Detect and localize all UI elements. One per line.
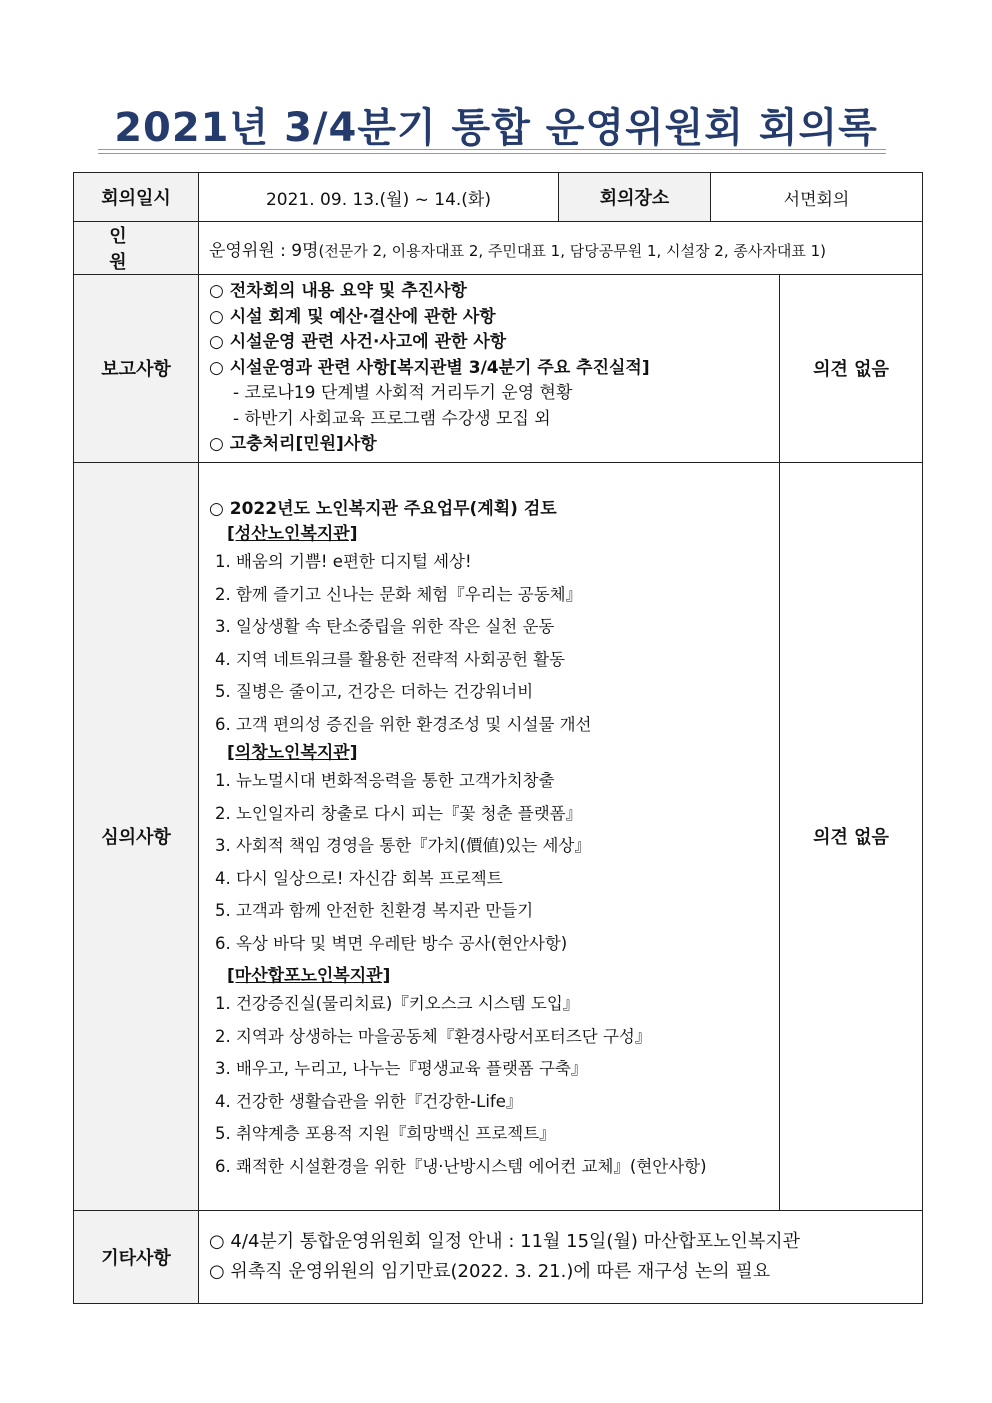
plan-item: 4. 건강한 생활습관을 위한『건강한-Life』	[215, 1091, 523, 1111]
attendees-value	[199, 222, 923, 275]
meeting-row	[74, 173, 923, 222]
other-item: ○ 위촉직 운영위원의 임기만료(2022. 3. 21.)에 따른 재구성 논의 필요	[209, 1260, 771, 1282]
date-label: 회의일시	[74, 173, 199, 222]
review-label: 심의사항	[74, 462, 199, 1210]
place-label: 회의장소	[559, 173, 711, 222]
plan-item: 5. 고객과 함께 안전한 친환경 복지관 만들기	[215, 901, 534, 921]
report-item: ○ 시설운영과 관련 사항[복지관별 3/4분기 주요 추진실적]	[209, 357, 650, 378]
plan-item: 2. 노인일자리 창출로 다시 피는『꽃 청춘 플랫폼』	[215, 803, 583, 823]
plan-item: 1. 뉴노멀시대 변화적응력을 통한 고객가치창출	[215, 771, 555, 791]
plan-item: 4. 지역 네트워크를 활용한 전략적 사회공헌 활동	[215, 649, 566, 669]
plan-item: 2. 지역과 상생하는 마을공동체『환경사랑서포터즈단 구성』	[215, 1026, 652, 1046]
attendees-row	[74, 222, 923, 275]
page-title: 2021년 3/4분기 통합 운영위원회 회의록	[114, 105, 878, 151]
plan-item: 3. 사회적 책임 경영을 통한『가치(價値)있는 세상』	[215, 836, 591, 856]
title-underline-second	[98, 153, 886, 154]
report-item: ○ 고충처리[민원]사항	[209, 434, 377, 454]
report-item: ○ 시설 회계 및 예산·결산에 관한 사항	[209, 306, 496, 327]
report-sub-item: - 하반기 사회교육 프로그램 수강생 모집 외	[233, 408, 551, 429]
plan-item: 1. 건강증진실(물리치료)『키오스크 시스템 도입』	[215, 994, 580, 1014]
date-value: 2021. 09. 13.(월) ~ 14.(화)	[199, 173, 559, 222]
other-item: ○ 4/4분기 통합운영위원회 일정 안내 : 11월 15일(월) 마산합포노인복지관	[209, 1230, 801, 1252]
center-name-masanhappo: [마산합포노인복지관]	[227, 966, 391, 987]
attendees-main: 운영위원 : 9명	[209, 240, 319, 261]
title-underline	[98, 149, 886, 150]
review-content	[199, 462, 780, 1210]
other-label: 기타사항	[74, 1210, 199, 1303]
plan-item: 2. 함께 즐기고 신나는 문화 체험『우리는 공동체』	[215, 584, 583, 604]
attendees-label: 인 원	[74, 222, 199, 275]
report-sub-item: - 코로나19 단계별 사회적 거리두기 운영 현황	[233, 383, 573, 403]
plan-item: 1. 배움의 기쁨! e편한 디지털 세상!	[215, 552, 472, 572]
center-name-uichang: [의창노인복지관]	[227, 743, 358, 764]
center-name-seongsan: [성산노인복지관]	[227, 524, 358, 545]
review-row	[74, 462, 923, 1210]
place-value: 서면회의	[711, 173, 923, 222]
other-row	[74, 1210, 923, 1303]
plan-item: 3. 배우고, 누리고, 나누는『평생교육 플랫폼 구축』	[215, 1059, 588, 1079]
report-content	[199, 275, 780, 463]
attendees-detail: (전문가 2, 이용자대표 2, 주민대표 1, 담당공무원 1, 시설장 2, 종사자대표 1)	[318, 241, 826, 260]
plan-item: 5. 취약계층 포용적 지원『희망백신 프로젝트』	[215, 1124, 556, 1144]
plan-item: 5. 질병은 줄이고, 건강은 더하는 건강워너비	[215, 682, 534, 702]
report-opinion: 의견 없음	[780, 275, 923, 463]
plan-item: 6. 고객 편의성 증진을 위한 환경조성 및 시설물 개선	[215, 714, 592, 734]
review-opinion: 의견 없음	[780, 462, 923, 1210]
plan-item: 6. 옥상 바닥 및 벽면 우레탄 방수 공사(현안사항)	[215, 933, 568, 953]
report-item: ○ 전차회의 내용 요약 및 추진사항	[209, 281, 467, 301]
report-row	[74, 275, 923, 463]
review-heading: ○ 2022년도 노인복지관 주요업무(계획) 검토	[209, 498, 557, 519]
plan-item: 3. 일상생활 속 탄소중립을 위한 작은 실천 운동	[215, 617, 555, 637]
other-content	[199, 1210, 923, 1303]
minutes-table	[73, 172, 923, 1304]
report-label: 보고사항	[74, 275, 199, 463]
report-item: ○ 시설운영 관련 사건·사고에 관한 사항	[209, 332, 507, 352]
plan-item: 4. 다시 일상으로! 자신감 회복 프로젝트	[215, 868, 503, 888]
plan-item: 6. 쾌적한 시설환경을 위한『냉·난방시스템 에어컨 교체』(현안사항)	[215, 1156, 707, 1176]
